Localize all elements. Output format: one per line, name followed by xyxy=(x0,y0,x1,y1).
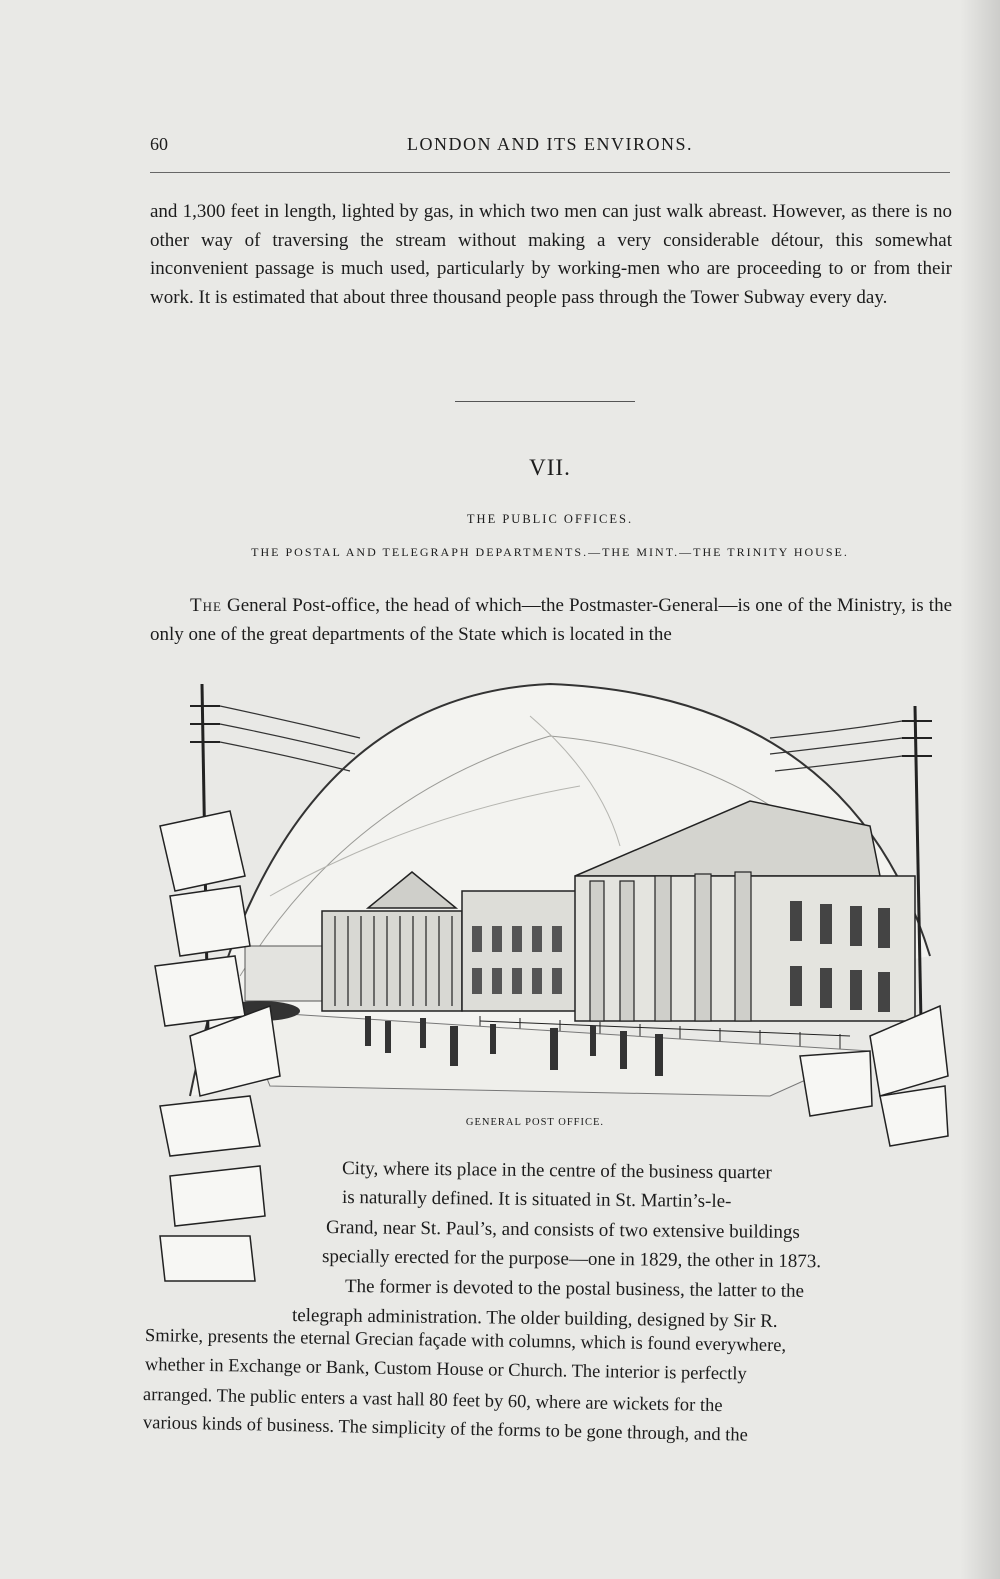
body-line-4: specially erected for the purpose—one in 1829, the other in 1873. xyxy=(321,1246,822,1273)
intro-paragraph: and 1,300 feet in length, lighted by gas, in which two men can just walk abreast. However, as there is no other way of traversing the stream without making a very considerable détour, this somewhat inconvenient passage is much used, particularly by working-men who are proceeding to or from their work. It is estimated that about three thousand people pass through the Tower Subway every day. xyxy=(150,201,952,308)
body-line-3: Grand, near St. Paul’s, and consists of two extensive buildings xyxy=(325,1217,800,1243)
body-line-7: Smirke, presents the eternal Grecian façade with columns, which is found everywhere, xyxy=(144,1326,787,1357)
running-title: LONDON AND ITS ENVIRONS. xyxy=(407,134,693,154)
body-line-2: is naturally defined. It is situated in St. Martin’s-le- xyxy=(341,1187,732,1213)
page-spine-shadow xyxy=(960,0,1000,1579)
body-line-1: City, where its place in the centre of the business quarter xyxy=(341,1158,772,1184)
running-header xyxy=(150,130,950,158)
body-line-9: arranged. The public enters a vast hall 80 feet by 60, where are wickets for the xyxy=(142,1385,723,1417)
opening-paragraph xyxy=(150,592,952,649)
opening-text: General Post-office, the head of which—the Postmaster-General—is one of the Ministry, is the only one of the great departments of the State which is located in the xyxy=(150,595,952,645)
chapter-title: THE PUBLIC OFFICES. xyxy=(466,512,634,526)
chapter-subtitle: THE POSTAL AND TELEGRAPH DEPARTMENTS.—THE MINT.—THE TRINITY HOUSE. xyxy=(251,545,849,559)
page-number: 60 xyxy=(150,134,168,154)
illustration-caption: GENERAL POST OFFICE. xyxy=(465,1117,605,1128)
body-line-5: The former is devoted to the postal business, the latter to the xyxy=(344,1276,805,1302)
opening-lead-word: The xyxy=(190,595,222,616)
body-line-6: telegraph administration. The older building, designed by Sir R. xyxy=(291,1305,778,1332)
chapter-number: VII. xyxy=(529,455,571,480)
body-line-8: whether in Exchange or Bank, Custom House or Church. The interior is perfectly xyxy=(144,1355,747,1385)
body-line-10: various kinds of business. The simplicity of the forms to be gone through, and the xyxy=(142,1413,749,1446)
section-divider xyxy=(455,401,635,402)
header-rule xyxy=(150,172,950,173)
